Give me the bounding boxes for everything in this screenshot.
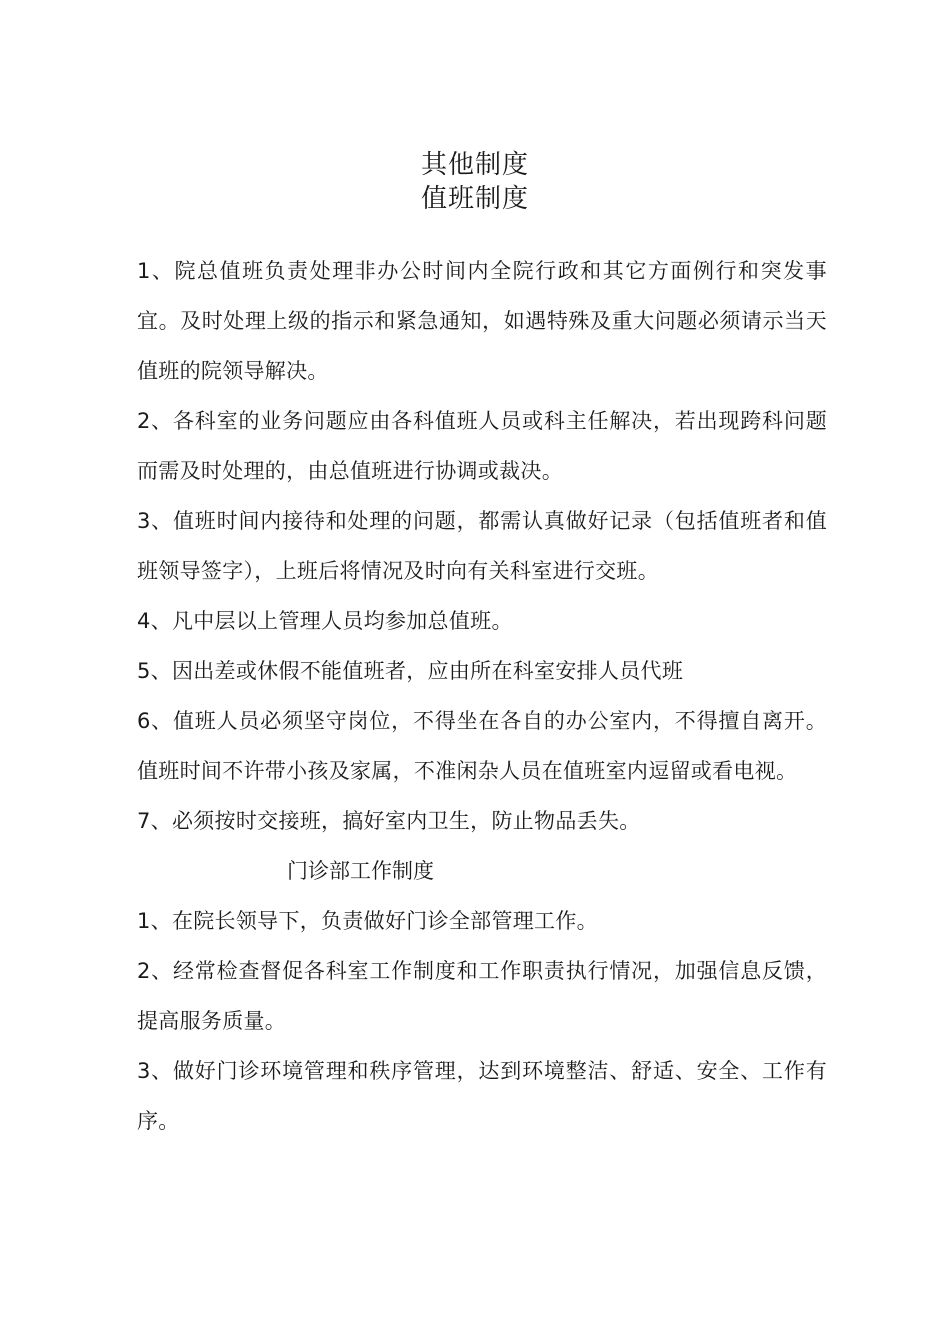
- duty-rule-2: 2、各科室的业务问题应由各科值班人员或科主任解决，若出现跨科问题而需及时处理的，由总值班进行协调或裁决。: [137, 409, 827, 483]
- duty-rule-4: 4、凡中层以上管理人员均参加总值班。: [137, 609, 513, 633]
- duty-rule-5: 5、因出差或休假不能值班者，应由所在科室安排人员代班: [137, 659, 684, 683]
- document-title: 其他制度: [420, 150, 529, 180]
- outpatient-rule-1: 1、在院长领导下，负责做好门诊全部管理工作。: [137, 909, 598, 933]
- duty-rule-6: 6、值班人员必须坚守岗位，不得坐在各自的办公室内，不得擅自离开。值班时间不许带小孩及家属，不准闲杂人员在值班室内逗留或看电视。: [137, 709, 827, 783]
- duty-rule-7: 7、必须按时交接班，搞好室内卫生，防止物品丢失。: [137, 809, 641, 833]
- duty-rule-1: 1、院总值班负责处理非办公时间内全院行政和其它方面例行和突发事宜。及时处理上级的指示和紧急通知，如遇特殊及重大问题必须请示当天值班的院领导解决。: [137, 259, 827, 383]
- document-subtitle: 值班制度: [420, 184, 529, 214]
- outpatient-rule-3: 3、做好门诊环境管理和秩序管理，达到环境整洁、舒适、安全、工作有序。: [137, 1059, 827, 1133]
- duty-rule-3: 3、值班时间内接待和处理的问题，都需认真做好记录（包括值班者和值班领导签字），上班后将情况及时向有关科室进行交班。: [137, 509, 827, 583]
- document-body: [137, 246, 827, 1146]
- outpatient-section-heading: 门诊部工作制度: [287, 859, 434, 883]
- outpatient-rule-2: 2、经常检查督促各科室工作制度和工作职责执行情况，加强信息反馈，提高服务质量。: [137, 959, 827, 1033]
